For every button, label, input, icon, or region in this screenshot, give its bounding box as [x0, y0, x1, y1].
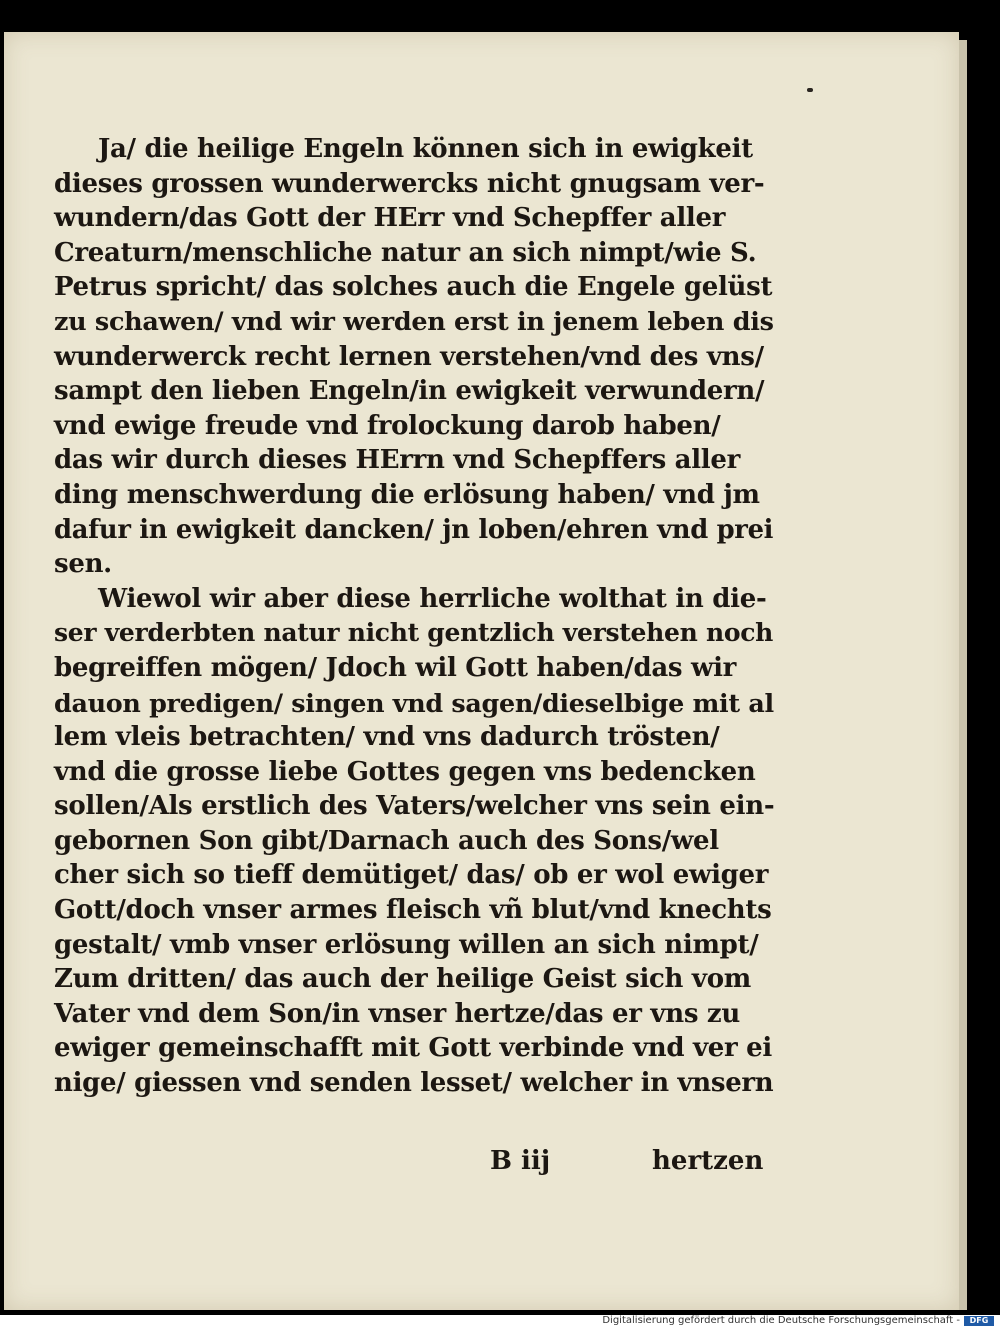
catchline	[490, 1146, 764, 1180]
page-edge	[959, 40, 967, 1310]
footer-bar	[0, 1315, 1000, 1327]
text-line: nige/ giessen vnd senden lesset/ welcher in vnsern	[54, 1068, 774, 1099]
text-line: Zum dritten/ das auch der heilige Geist sich vom	[54, 964, 751, 995]
catchword: hertzen	[652, 1146, 764, 1176]
text-line: sampt den lieben Engeln/in ewigkeit verwundern/	[54, 376, 765, 407]
text-line: gebornen Son gibt/Darnach auch des Sons/wel	[54, 825, 719, 856]
text-line: Wiewol wir aber diese herrliche wolthat in die-	[98, 583, 767, 614]
text-line: zu schawen/ vnd wir werden erst in jenem leben dis	[54, 306, 774, 337]
signature-mark: B iij	[490, 1146, 551, 1176]
text-line: vnd ewige freude vnd frolockung darob haben/	[54, 410, 721, 441]
text-line: das wir durch dieses HErrn vnd Schepffers aller	[54, 445, 741, 476]
text-line: cher sich so tieff demütiget/ das/ ob er wol ewiger	[54, 860, 769, 891]
text-line: Petrus spricht/ das solches auch die Engele gelüst	[54, 272, 773, 303]
text-line: lem vleis betrachten/ vnd vns dadurch trösten/	[54, 722, 720, 753]
ink-spot	[807, 88, 813, 92]
text-line: sen.	[54, 549, 112, 580]
body-text	[54, 132, 774, 1101]
book-page	[4, 32, 959, 1310]
text-line: ser verderbten natur nicht gentzlich verstehen noch	[54, 618, 774, 648]
text-line: Ja/ die heilige Engeln können sich in ewigkeit	[98, 134, 753, 164]
text-line: dieses grossen wunderwercks nicht gnugsam ver-	[54, 168, 765, 199]
text-line: gestalt/ vmb vnser erlösung willen an sich nimpt/	[54, 929, 759, 960]
text-line: dauon predigen/ singen vnd sagen/dieselbige mit al	[54, 687, 774, 718]
text-line: vnd die grosse liebe Gottes gegen vns bedencken	[54, 756, 756, 787]
text-line: wunderwerck recht lernen verstehen/vnd des vns/	[54, 341, 764, 372]
text-line: dafur in ewigkeit dancken/ jn loben/ehren vnd prei	[54, 514, 774, 545]
text-line: Creaturn/menschliche natur an sich nimpt/wie S.	[54, 237, 757, 268]
text-line: ewiger gemeinschafft mit Gott verbinde vnd ver ei	[54, 1033, 772, 1064]
text-line: wundern/das Gott der HErr vnd Schepffer aller	[54, 203, 726, 234]
text-line: ding menschwerdung die erlösung haben/ vnd jm	[54, 479, 760, 510]
text-line: begreiffen mögen/ Jdoch wil Gott haben/das wir	[54, 652, 737, 683]
dfg-logo-icon: DFG	[964, 1316, 994, 1326]
text-line: Vater vnd dem Son/in vnser hertze/das er vns zu	[54, 998, 740, 1029]
text-line: Gott/doch vnser armes fleisch vñ blut/vnd knechts	[54, 895, 772, 926]
digitization-credit: Digitalisierung gefördert durch die Deutsche Forschungsgemeinschaft -	[602, 1315, 960, 1326]
text-line: sollen/Als erstlich des Vaters/welcher vns sein ein-	[54, 791, 775, 822]
